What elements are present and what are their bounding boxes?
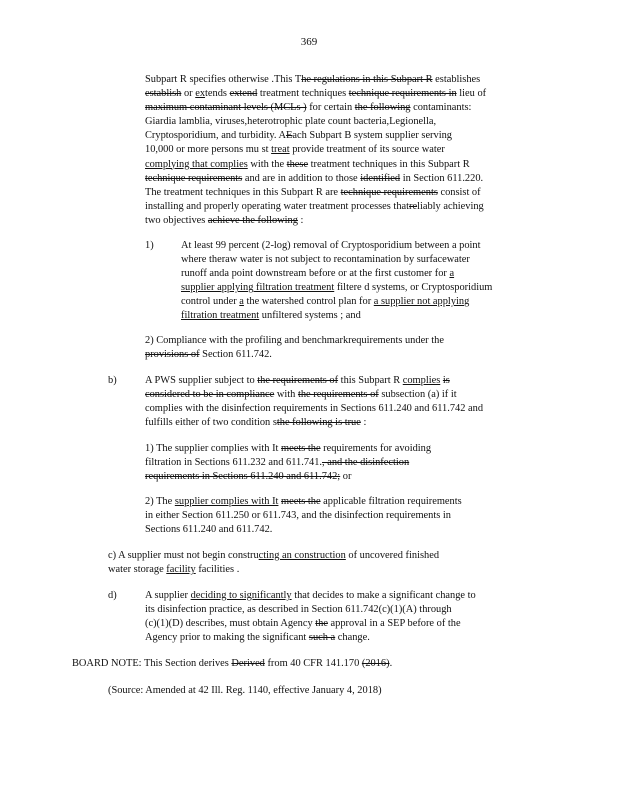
board-note-line: [72, 657, 472, 671]
text-segment: requirements for avoiding: [320, 443, 432, 454]
text-segment: raw water is not subject to recontamination by surface: [221, 254, 447, 266]
item1-line: [181, 239, 533, 253]
text-segment: complies with the disinfection requirements in Sections 611.240 and 611.742 and: [145, 403, 484, 415]
text-segment: 2) Compliance with the profiling and benchmark: [145, 335, 349, 346]
d-line: [145, 631, 533, 645]
text-segment: from 40 CFR 141.170: [264, 658, 362, 669]
item1-line: [181, 253, 533, 267]
deleted-text: re: [409, 200, 418, 212]
text-segment: 10,000 or more persons mu st: [145, 144, 272, 156]
text-segment: water storage: [108, 564, 167, 576]
page-number: 369: [300, 36, 318, 48]
d-line: [145, 603, 533, 617]
text-segment: BOARD NOTE: This Section derives: [72, 658, 232, 669]
text-segment: subsection (a) if it: [378, 389, 457, 401]
item1-line: [181, 295, 533, 309]
deleted-text: the following is true: [276, 417, 361, 429]
deleted-text: meets the: [281, 443, 321, 454]
deleted-text: , and the disinfection: [322, 457, 410, 469]
item2-line: [145, 334, 497, 348]
c-line: [108, 563, 493, 577]
inserted-text: a supplier not applying: [373, 296, 470, 308]
source-note: [108, 684, 508, 698]
deleted-text: the following: [354, 102, 411, 114]
text-segment: consist of: [437, 186, 481, 198]
text-segment: contaminants:: [410, 102, 472, 114]
text-segment: lieu of: [456, 88, 487, 100]
text-segment: where the: [181, 254, 222, 266]
d-line: [145, 617, 533, 631]
deleted-text: maximum contaminant levels (MCLs ): [145, 102, 307, 114]
text-segment: Agency prior to making the significant: [145, 632, 309, 644]
text-segment: two objectives: [145, 214, 208, 226]
inserted-text: a: [449, 268, 455, 280]
deleted-text: establish: [145, 88, 182, 100]
board-note: [72, 657, 472, 671]
deleted-text: these: [286, 158, 309, 170]
b2-line: [145, 523, 535, 537]
deleted-text: the: [315, 618, 328, 630]
intro-line: [145, 143, 533, 157]
text-segment: 2) The: [145, 496, 175, 507]
item-1-text: [181, 239, 533, 324]
item1-line: [181, 309, 533, 323]
text-segment: liably achieving: [417, 200, 484, 212]
text-segment: with the: [247, 158, 287, 170]
inserted-text: complying that complies: [145, 158, 248, 170]
subsection-d-label: d): [108, 590, 117, 601]
text-segment: facilities .: [195, 564, 240, 576]
text-segment: of uncovered finished: [345, 550, 440, 561]
inserted-text: deciding to significantly: [190, 590, 292, 601]
item1-line: [181, 267, 533, 281]
deleted-text: technique requirements: [145, 172, 243, 184]
subsection-b-label: b): [108, 375, 117, 386]
intro-line: [145, 186, 533, 200]
intro-line: [145, 158, 533, 172]
deleted-text: achieve the following: [207, 214, 298, 226]
d-line: [145, 589, 533, 603]
b-line: [145, 402, 533, 416]
inserted-text: filtration treatment: [181, 310, 260, 322]
text-segment: At least 99 percent (2-log) removal of Cryptosporidium between a point: [181, 240, 481, 251]
deleted-text: he regulations in this Subpart R: [301, 74, 433, 85]
text-segment: :: [360, 417, 367, 429]
text-segment: a point downstream before or at the first customer for: [224, 268, 450, 280]
intro-line: [145, 87, 533, 101]
inserted-text: supplier applying filtration treatment: [181, 282, 335, 294]
text-segment: or: [340, 471, 352, 483]
text-segment: unfiltered systems ; and: [259, 310, 361, 322]
text-segment: .: [389, 658, 393, 669]
text-segment: in either Section 611.250 or 611.743, and the disinfection requirements in: [145, 510, 451, 522]
inserted-text: cting an construction: [258, 550, 346, 561]
text-segment: 1) The supplier complies with It: [145, 443, 282, 454]
text-segment: for certain: [306, 102, 355, 114]
text-segment: Section 611.742.: [199, 349, 272, 361]
deleted-text: requirements in Sections 611.240 and 611.742;: [145, 471, 341, 483]
text-segment: that decides to make a significant change to: [291, 590, 476, 601]
text-segment: treatment techniques: [257, 88, 349, 100]
text-segment: establishes: [432, 74, 481, 85]
intro-line: [145, 129, 533, 143]
text-segment: its disinfection practice, as described in Section 611.742(c)(1)(A) through: [145, 604, 452, 616]
intro-paragraph: [145, 73, 533, 228]
b2-line: [145, 509, 535, 523]
text-segment: provide treatment of its source water: [289, 144, 445, 156]
text-segment: in Section 611.220.: [400, 172, 484, 184]
text-segment: (c)(1)(D) describes, must obtain Agency: [145, 618, 316, 630]
b1-line: [145, 456, 485, 470]
deleted-text: extend: [229, 88, 258, 100]
text-segment: tends: [205, 88, 230, 100]
inserted-text: treat: [271, 144, 290, 156]
inserted-text: complies: [402, 375, 441, 386]
deleted-text: E: [286, 130, 293, 142]
c-line: [108, 549, 493, 563]
text-segment: water: [446, 254, 470, 266]
text-segment: appli: [320, 496, 344, 507]
intro-line: [145, 172, 533, 186]
deleted-text: technique requirements: [340, 186, 438, 198]
text-segment: requirements under the: [348, 335, 444, 346]
deleted-text: the requirements of: [297, 389, 379, 401]
text-segment: Giardia lamblia, viruses,heterotrophic plate count bacteria,Legionella,: [145, 116, 437, 128]
intro-line: [145, 200, 533, 214]
text-segment: A PWS supplier subject to: [145, 375, 258, 386]
text-segment: this Subpart R: [338, 375, 403, 386]
deleted-text: technique requirements: [348, 88, 446, 100]
text-segment: filtration in Sections 611.232 and 611.741.: [145, 457, 323, 469]
deleted-text: the requirements of: [257, 375, 339, 386]
deleted-text: identified: [360, 172, 401, 184]
subsection-c: [108, 549, 493, 577]
text-segment: the watershed control plan for: [243, 296, 374, 308]
text-segment: with: [274, 389, 298, 401]
deleted-text: provisions of: [145, 349, 200, 361]
b-line: [145, 416, 533, 430]
subsection-b-1: [145, 442, 485, 484]
inserted-text: supplier complies with It: [174, 496, 279, 507]
text-segment: (Source: Amended at 42 Ill. Reg. 1140, effective January 4, 2018): [108, 685, 382, 696]
text-segment: c) A supplier must not begin constru: [108, 550, 259, 561]
b-line: [145, 388, 533, 402]
subsection-b-2: [145, 495, 535, 537]
intro-line: [145, 115, 533, 129]
intro-line: [145, 214, 533, 228]
text-segment: The treatment techniques in this Subpart R are: [145, 186, 341, 198]
text-segment: runoff and: [181, 268, 225, 280]
deleted-text: is: [442, 375, 450, 386]
item2-line: [145, 348, 497, 362]
text-segment: filtere d systems, or Cryptosporidium: [334, 282, 493, 294]
text-segment: treatment techniques in this Subpart R: [308, 158, 470, 170]
text-segment: Cryptosporidium, and turbidity. A: [145, 130, 287, 142]
b2-line: [145, 495, 535, 509]
text-segment: change.: [335, 632, 370, 644]
b-line: [145, 374, 533, 388]
text-segment: fulfills either of two condition s: [145, 417, 277, 429]
inserted-text: facility: [166, 564, 196, 576]
inserted-text: ex: [195, 88, 206, 100]
deleted-text: Derived: [231, 658, 265, 669]
intro-line: [145, 101, 533, 115]
text-segment: installing and properly operating water treatment processes that: [145, 200, 410, 212]
subsection-b-text: [145, 374, 533, 430]
item1-line: [181, 281, 533, 295]
text-segment: control under: [181, 296, 240, 308]
subsection-d-text: [145, 589, 533, 645]
text-segment: A supplier: [145, 590, 191, 601]
b1-line: [145, 442, 485, 456]
deleted-text: such a: [308, 632, 336, 644]
item-2-text: [145, 334, 497, 362]
deleted-text: (2016): [361, 658, 390, 669]
text-segment: approval in a SEP before of the: [327, 618, 461, 630]
source-line: [108, 684, 508, 698]
deleted-text: considered to be in compliance: [145, 389, 275, 401]
text-segment: or: [181, 88, 196, 100]
text-segment: cable filtration requirements: [343, 496, 462, 507]
text-segment: Subpart R specifies otherwise .This T: [145, 74, 302, 85]
inserted-text: a: [239, 296, 244, 308]
intro-line: [145, 73, 533, 87]
item-1-label: 1): [145, 240, 154, 251]
text-segment: :: [297, 214, 304, 226]
text-segment: and are in addition to those: [242, 172, 361, 184]
deleted-text: meets the: [281, 496, 321, 507]
b1-line: [145, 470, 485, 484]
text-segment: ach Subpart B system supplier serving: [292, 130, 452, 142]
text-segment: Sections 611.240 and 611.742.: [145, 524, 273, 536]
deleted-text: in: [445, 88, 457, 100]
